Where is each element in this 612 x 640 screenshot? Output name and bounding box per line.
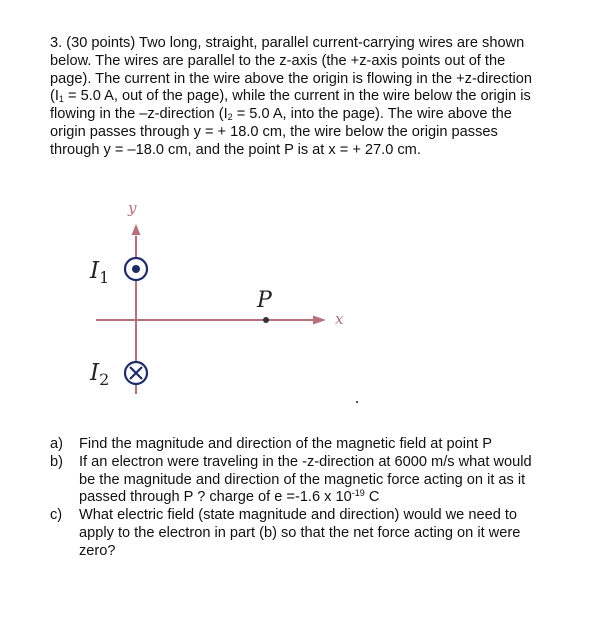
wire1-label: $I_1$ [90,258,110,287]
problem-line-1: 3. (30 points) Two long, straight, parallel current-carrying wires are shown [50,35,525,51]
question-c [50,507,590,560]
problem-line-4: ($I_1 = 5.0$ A, out of the page), while the current in the wire below the origin is [50,88,531,105]
question-c-line-2: apply to the electron in part (b) so that the net force acting on it were [79,524,521,541]
question-b-marker: b) [50,453,63,470]
problem-line-3: page). The current in the wire above the origin is flowing in the +z-direction [50,70,532,87]
y-axis-arrowhead [132,224,141,235]
point-p-label: P [257,288,272,313]
question-a [50,436,590,454]
question-a-marker: a) [50,436,63,452]
question-b-line-2: be the magnitude and direction of the magnetic force acting on it as it [79,471,526,488]
question-list [50,436,590,561]
x-axis-arrowhead [313,316,326,325]
question-c-marker: c) [50,507,63,524]
problem-line-7: through y = –18.0 cm, and the point P is at x = + 27.0 cm. [50,141,421,158]
question-b-line-3: passed through P ? charge of e =-1.6 x $10^{-19}$ C [79,488,380,506]
question-c-line-1: What electric field (state magnitude and direction) would we need to [79,507,518,524]
y-axis-label: y [128,199,137,217]
question-a-line-1: Find the magnitude and direction of the magnetic field at point P [79,436,492,452]
x-axis-label: x [335,310,344,328]
question-b [50,454,590,507]
problem-line-5: flowing in the –z-direction ($I_2 = 5.0$ A, into the page). The wire above the [50,106,512,123]
problem-line-2: below. The wires are parallel to the z-axis (the +z-axis points out of the [50,52,506,69]
wire2-label: $I_2$ [90,360,110,389]
point-p-marker [263,317,269,323]
question-b-line-1: If an electron were traveling in the -z-direction at 6000 m/s what would [79,453,532,470]
stray-mark [356,401,358,403]
problem-line-6: origin passes through y = + 18.0 cm, the wire below the origin passes [50,123,498,140]
question-c-line-3: zero? [79,542,116,559]
wire1-dot [132,265,140,273]
